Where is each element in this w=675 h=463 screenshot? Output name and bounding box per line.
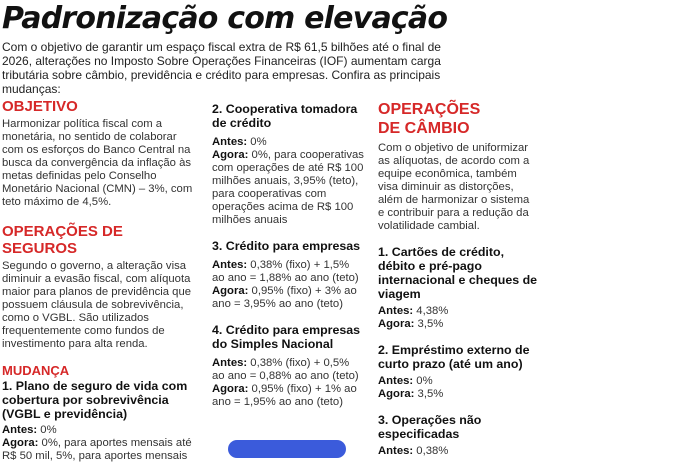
objetivo-body: Harmonizar política fiscal com a monetária, no sentido de colaborar com os esforços do Banco Central na busca da convergência da inflação às metas definidas pelo Conselho Monetário Nacional (CMN) – 3%, com teto máximo de 4,5%. <box>2 118 193 208</box>
item2-title: 2. Cooperativa tomadora de crédito <box>212 102 358 130</box>
column-middle <box>212 102 364 409</box>
item2-antes-value: 0% <box>247 136 267 148</box>
item4-agora-value: 0,95% (fixo) + 1% ao ano = 1,95% ao ano (teto) <box>212 383 357 408</box>
item3-antes <box>212 259 364 285</box>
item3-antes-label: Antes: <box>212 259 248 271</box>
item1-title: 1. Plano de seguro de vida com cobertura por sobrevivência (VGBL e previdência) <box>2 379 188 421</box>
c2-title: 2. Empréstimo externo de curto prazo (até um ano) <box>378 343 530 371</box>
c2-agora-label: Agora: <box>378 388 415 400</box>
item4-title: 4. Crédito para empresas do Simples Nacional <box>212 323 361 351</box>
item1-antes-label: Antes: <box>2 424 38 436</box>
item1-agora-label: Agora: <box>2 437 39 449</box>
column-right <box>378 100 538 458</box>
c3-antes-label: Antes: <box>378 445 414 457</box>
c2-agora-value: 3,5% <box>414 388 444 400</box>
item2-agora-value: 0%, para cooperativas com operações de até R$ 100 milhões anuais, 3,95% (teto), para cooperativas com operações acima de R$ 100 milhões anuais <box>212 149 364 226</box>
item1-agora-value: 0%, para aportes mensais até R$ 50 mil, 5%, para aportes mensais <box>2 437 192 462</box>
c1-antes-value: 4,38% <box>413 305 449 317</box>
page-title: Padronização com elevação <box>2 1 448 36</box>
c1-title: 1. Cartões de crédito, débito e pré-pago internacional e cheques de viagem <box>378 245 538 301</box>
decorative-blue-shape <box>228 440 346 458</box>
c1-antes <box>378 305 538 318</box>
intro-text: Com o objetivo de garantir um espaço fiscal extra de R$ 61,5 bilhões até o final de 2026, alterações no Imposto Sobre Operações Financeiras (IOF) aumentam carga tributária sobre câmbio, previdência e crédito para empresas. Confira as principais mudanças: <box>2 40 441 96</box>
seguros-body: Segundo o governo, a alteração visa diminuir a evasão fiscal, com alíquota maior para planos de previdência que possuem cláusula de sobrevivência, como o VGBL. São utilizados frequentemente como fundos de investimento para alta renda. <box>2 260 192 350</box>
c1-agora-value: 3,5% <box>414 318 444 330</box>
c3-antes <box>378 445 538 458</box>
c1-antes-label: Antes: <box>378 305 414 317</box>
item2-antes <box>212 136 364 149</box>
item4-agora <box>212 383 364 409</box>
c3-title: 3. Operações não especificadas <box>378 413 482 441</box>
item2-agora-label: Agora: <box>212 149 249 161</box>
item1-antes-value: 0% <box>37 424 57 436</box>
c1-agora <box>378 318 538 331</box>
c2-antes-label: Antes: <box>378 375 414 387</box>
item3-antes-value: 0,38% (fixo) + 1,5% ao ano = 1,88% ao ano (teto) <box>212 259 359 284</box>
objetivo-heading: OBJETIVO <box>2 98 78 115</box>
item3-agora-value: 0,95% (fixo) + 3% ao ano = 3,95% ao ano (teto) <box>212 285 357 310</box>
item4-antes-value: 0,38% (fixo) + 0,5% ao ano = 0,88% ao ano (teto) <box>212 357 359 382</box>
cambio-body: Com o objetivo de uniformizar as alíquotas, de acordo com a equipe econômica, também visa diminuir as distorções, além de harmonizar o sistema e contribuir para a redução da volatilidade cambial. <box>378 142 530 232</box>
c2-antes-value: 0% <box>413 375 433 387</box>
item4-agora-label: Agora: <box>212 383 249 395</box>
item3-agora <box>212 285 364 311</box>
item2-antes-label: Antes: <box>212 136 248 148</box>
item2-agora <box>212 149 364 227</box>
mudanca-heading: MUDANÇA <box>2 363 70 378</box>
item1-agora <box>2 437 198 463</box>
item1-antes <box>2 424 198 437</box>
cambio-heading: OPERAÇÕES DE CÂMBIO <box>378 101 481 137</box>
item3-title: 3. Crédito para empresas <box>212 239 361 253</box>
item4-antes <box>212 357 364 383</box>
item3-agora-label: Agora: <box>212 285 249 297</box>
c1-agora-label: Agora: <box>378 318 415 330</box>
seguros-heading: OPERAÇÕES DE SEGUROS <box>2 223 123 257</box>
item4-antes-label: Antes: <box>212 357 248 369</box>
column-left <box>2 98 198 463</box>
c2-agora <box>378 388 538 401</box>
c3-antes-value: 0,38% <box>413 445 449 457</box>
c2-antes <box>378 375 538 388</box>
